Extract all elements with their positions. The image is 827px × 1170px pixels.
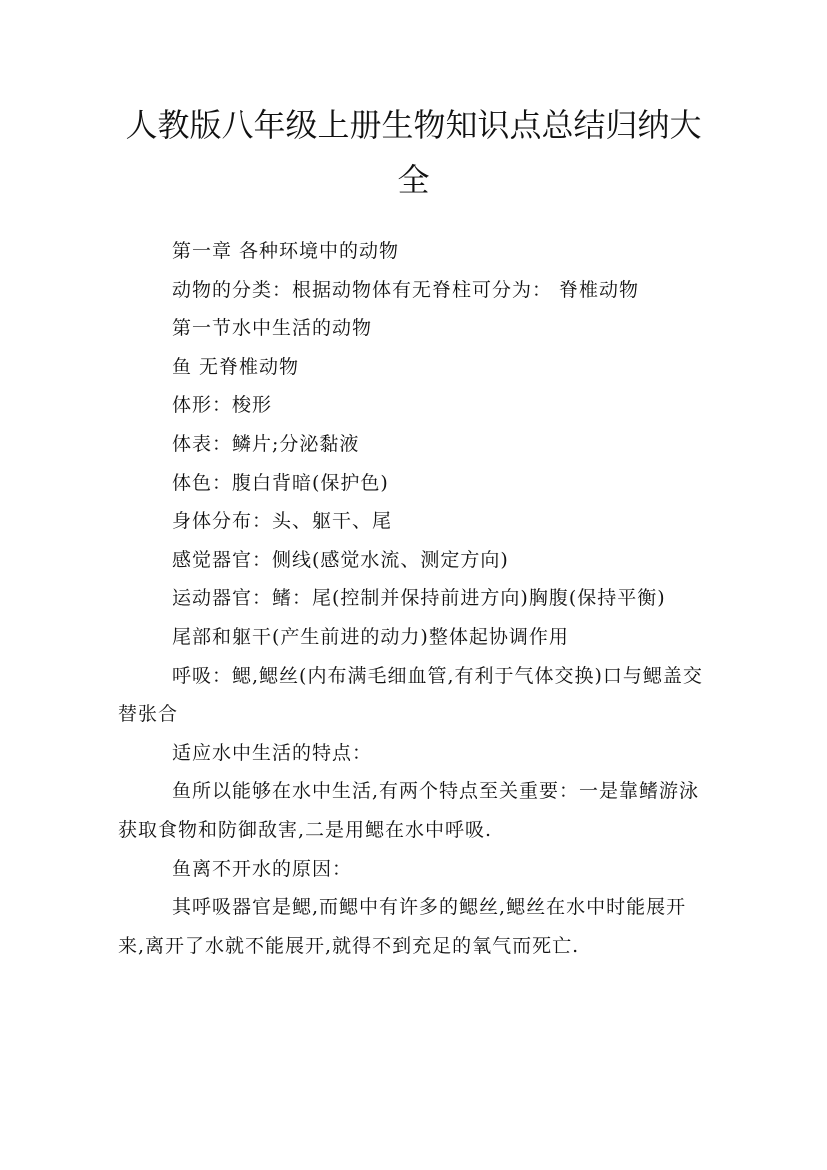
paragraph: 尾部和躯干(产生前进的动力)整体起协调作用 xyxy=(172,625,569,648)
paragraph: 体表：鳞片;分泌黏液 xyxy=(172,432,360,455)
paragraph: 体形：梭形 xyxy=(172,394,273,417)
paragraph: 感觉器官：侧线(感觉水流、测定方向) xyxy=(172,548,509,571)
paragraph: 身体分布：头、躯干、尾 xyxy=(172,510,393,533)
paragraph: 呼吸：鳃,鳃丝(内布满毛细血管,有利于气体交换)口与鳃盖交替张合 xyxy=(118,664,703,726)
paragraph: 鱼离不开水的原因： xyxy=(172,857,353,880)
chapter-heading: 第一章 各种环境中的动物 xyxy=(172,240,400,262)
section-heading: 第一节水中生活的动物 xyxy=(172,317,373,340)
paragraph: 动物的分类：根据动物体有无脊柱可分为： 脊椎动物 xyxy=(172,278,640,301)
document-title: 人教版八年级上册生物知识点总结归纳大全 xyxy=(125,106,702,199)
paragraph: 适应水中生活的特点： xyxy=(172,741,373,764)
paragraph: 其呼吸器官是鳃,而鳃中有许多的鳃丝,鳃丝在水中时能展开来,离开了水就不能展开,就得不到充足的氧气而死亡. xyxy=(118,896,687,957)
document-body xyxy=(118,232,708,965)
paragraph: 运动器官：鳍：尾(控制并保持前进方向)胸腹(保持平衡) xyxy=(172,587,666,610)
paragraph: 体色：腹白背暗(保护色) xyxy=(172,471,389,494)
paragraph: 鱼 无脊椎动物 xyxy=(172,355,300,378)
paragraph: 鱼所以能够在水中生活,有两个特点至关重要：一是靠鳍游泳获取食物和防御敌害,二是用鳃在水中呼吸. xyxy=(118,780,700,841)
